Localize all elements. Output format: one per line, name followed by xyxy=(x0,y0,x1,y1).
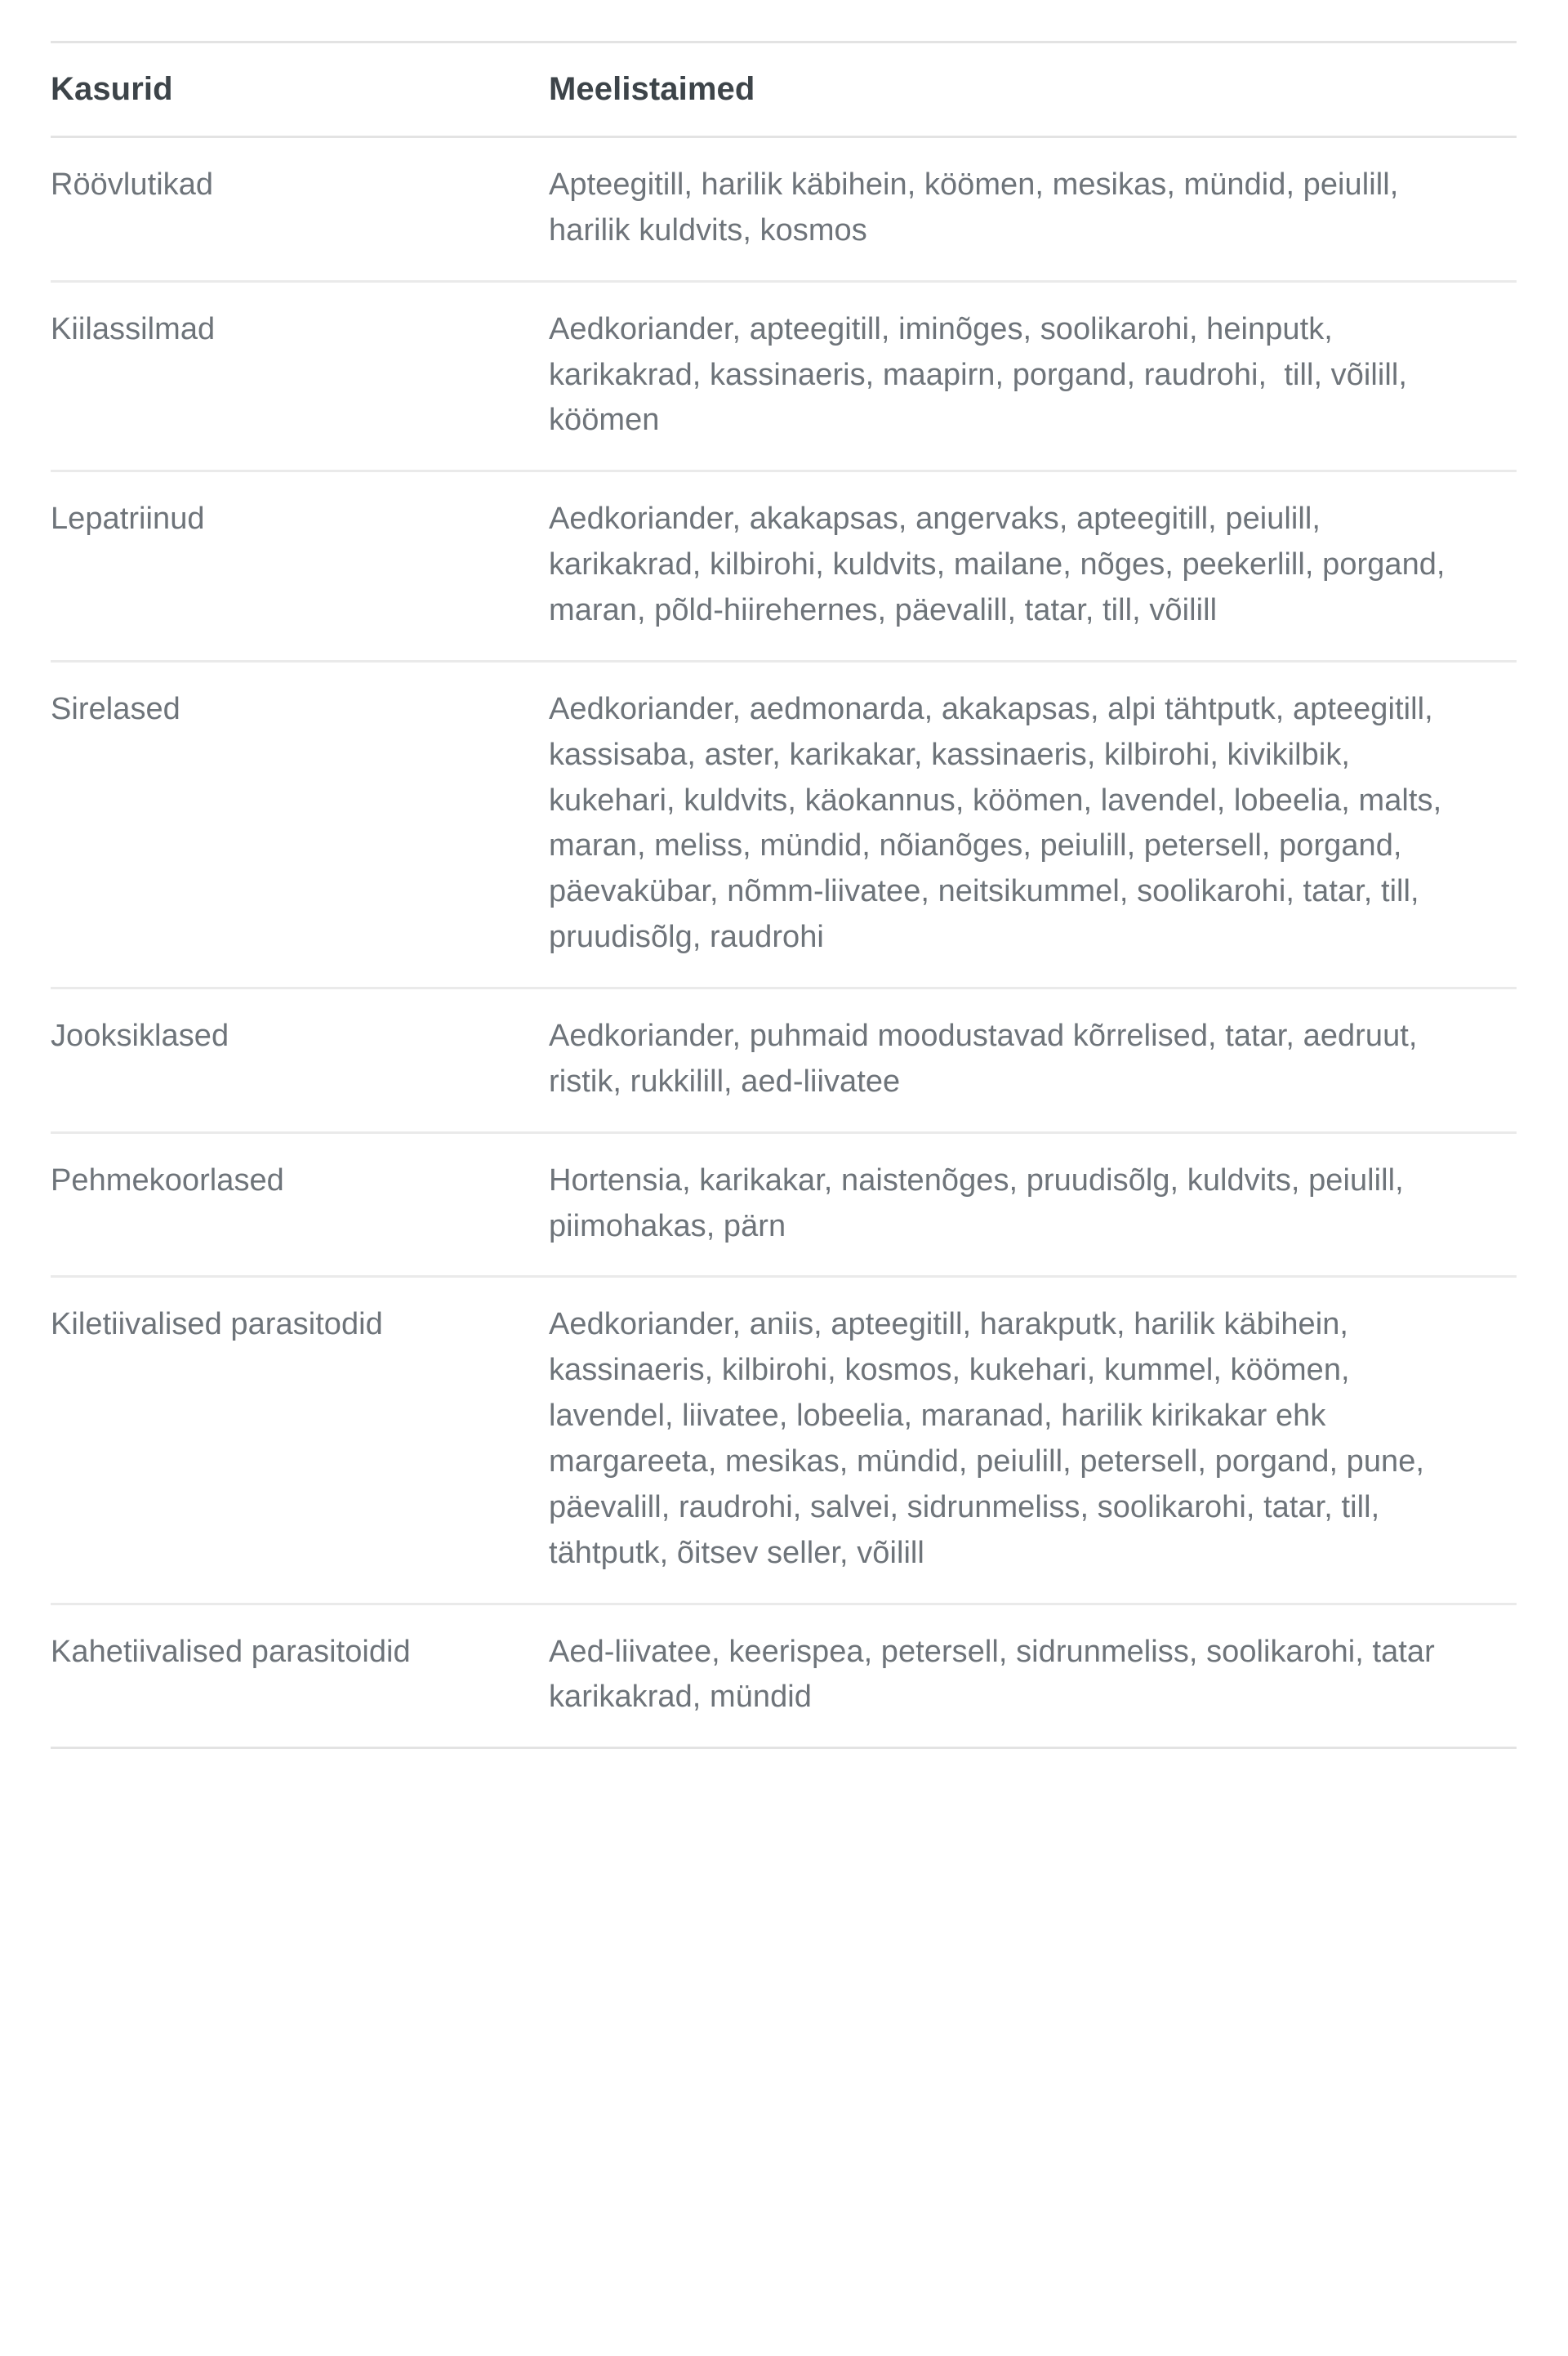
cell-beneficial-group: Pehmekoorlased xyxy=(51,1162,284,1198)
beneficials-table-container xyxy=(51,41,1517,1749)
table-row xyxy=(51,988,1517,1133)
cell-preferred-plants: Aed-liivatee, keerispea, petersell, sidrunmeliss, soolikarohi, tatar karikakrad, mündid xyxy=(549,1634,1444,1715)
column-header-kasurid: Kasurid xyxy=(51,71,173,107)
table-row xyxy=(51,661,1517,988)
table-row xyxy=(51,137,1517,282)
cell-preferred-plants: Aedkoriander, puhmaid moodustavad kõrrelised, tatar, aedruut, ristik, rukkilill, aed-liivatee xyxy=(549,1019,1427,1099)
beneficials-plants-table xyxy=(51,41,1517,1749)
table-header-row xyxy=(51,42,1517,137)
table-row xyxy=(51,281,1517,471)
table-row xyxy=(51,1132,1517,1277)
cell-beneficial-group: Kiletiivalised parasitodid xyxy=(51,1307,383,1342)
cell-beneficial-group: Kiilassilmad xyxy=(51,311,216,346)
cell-beneficial-group: Sirelased xyxy=(51,691,180,726)
cell-beneficial-group: Jooksiklased xyxy=(51,1019,229,1054)
table-row xyxy=(51,1277,1517,1604)
table-head xyxy=(51,42,1517,137)
cell-preferred-plants: Hortensia, karikakar, naistenõges, pruudisõlg, kuldvits, peiulill, piimohakas, pärn xyxy=(549,1162,1413,1243)
cell-preferred-plants: Apteegitill, harilik käbihein, köömen, mesikas, mündid, peiulill, harilik kuldvits, kosmos xyxy=(549,167,1407,248)
table-row xyxy=(51,1604,1517,1748)
table-row xyxy=(51,471,1517,662)
cell-beneficial-group: Lepatriinud xyxy=(51,502,205,537)
cell-beneficial-group: Röövlutikad xyxy=(51,167,214,202)
column-header-meelistaimed: Meelistaimed xyxy=(549,71,755,107)
table-body xyxy=(51,137,1517,1748)
cell-beneficial-group: Kahetiivalised parasitoidid xyxy=(51,1634,411,1669)
cell-preferred-plants: Aedkoriander, apteegitill, iminõges, soolikarohi, heinputk, karikakrad, kassinaeris, maapirn, porgand, raudrohi, till, võilill, köömen xyxy=(549,311,1416,438)
cell-preferred-plants: Aedkoriander, aniis, apteegitill, harakputk, harilik käbihein, kassinaeris, kilbirohi, kosmos, kukehari, kummel, köömen, lavendel, liivatee, lobeelia, maranad, harilik kirikakar ehk margareeta, mesikas, mündid, peiulill, petersell, porgand, pune, päevalill, raudrohi, salvei, sidrunmeliss, soolikarohi, tatar, till, tähtputk, õitsev seller, võilill xyxy=(549,1307,1433,1570)
cell-preferred-plants: Aedkoriander, aedmonarda, akakapsas, alpi tähtputk, apteegitill, kassisaba, aster, karikakar, kassinaeris, kilbirohi, kivikilbik, kukehari, kuldvits, käokannus, köömen, lavendel, lobeelia, malts, maran, meliss, mündid, nõianõges, peiulill, petersell, porgand, päevakübar, nõmm-liivatee, neitsikummel, soolikarohi, tatar, till, pruudisõlg, raudrohi xyxy=(549,691,1450,955)
cell-preferred-plants: Aedkoriander, akakapsas, angervaks, apteegitill, peiulill, karikakrad, kilbirohi, kuldvits, mailane, nõges, peekerlill, porgand, maran, põld-hiirehernes, päevalill, tatar, till, võilill xyxy=(549,502,1454,628)
